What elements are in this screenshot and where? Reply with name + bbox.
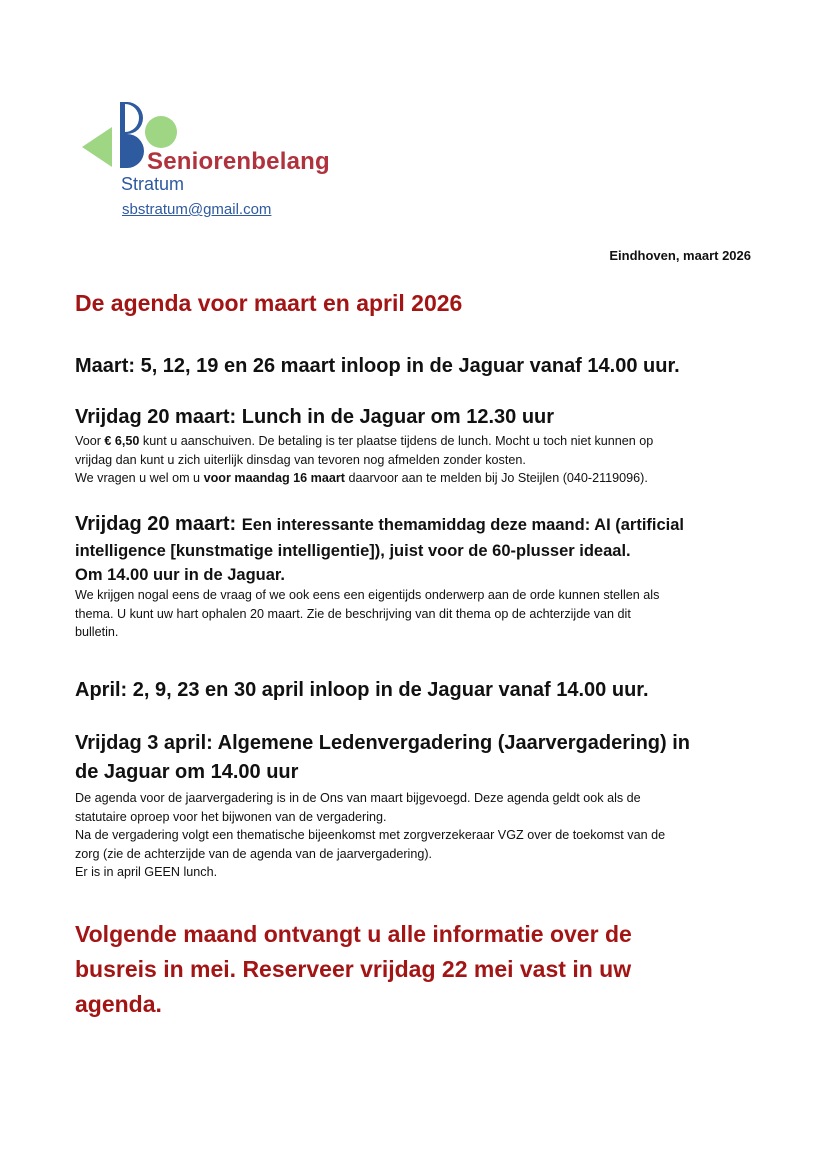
- brand-email-link[interactable]: sbstratum@gmail.com: [122, 201, 272, 218]
- brand-name: Seniorenbelang: [147, 148, 330, 175]
- meeting-line-5: Er is in april GEEN lunch.: [75, 865, 218, 879]
- lunch-price: € 6,50: [104, 434, 140, 448]
- meeting-line-2: statutaire oproep voor het bijwonen van de vergadering.: [75, 809, 387, 824]
- lunch-line-3: We vragen u wel om u voor maandag 16 maart daarvoor aan te melden bij Jo Steijlen (040-2119096).: [75, 471, 648, 485]
- closing-line-3: agenda.: [75, 991, 162, 1017]
- meeting-heading: Vrijdag 3 april: Algemene Ledenvergadering (Jaarvergadering) in: [75, 732, 690, 754]
- meeting-line-4: zorg (zie de achterzijde van de agenda van de jaarvergadering).: [75, 846, 433, 861]
- theme-heading-line-3: Om 14.00 uur in de Jaguar.: [75, 566, 285, 584]
- closing-announcement: [75, 917, 755, 1022]
- meeting-line-1: De agenda voor de jaarvergadering is in de Ons van maart bijgevoegd. Deze agenda geldt ook als de: [75, 791, 641, 805]
- page-title: De agenda voor maart en april 2026: [75, 290, 463, 316]
- theme-line-3: bulletin.: [75, 625, 119, 639]
- meeting-heading-line-2: de Jaguar om 14.00 uur: [75, 761, 299, 783]
- april-walkin-heading: April: 2, 9, 23 en 30 april inloop in de Jaguar vanaf 14.00 uur.: [75, 679, 649, 701]
- theme-line-2: thema. U kunt uw hart ophalen 20 maart. Zie de beschrijving van dit thema op de achterzijde van dit: [75, 606, 631, 621]
- lunch-heading: Vrijdag 20 maart: Lunch in de Jaguar om 12.30 uur: [75, 406, 555, 428]
- closing-line-1: Volgende maand ontvangt u alle informatie over de: [75, 921, 632, 947]
- theme-body: [75, 586, 755, 642]
- dateline: Eindhoven, maart 2026: [609, 248, 751, 263]
- theme-heading-line-2: intelligence [kunstmatige intelligentie]), juist voor de 60-plusser ideaal.: [75, 542, 631, 560]
- theme-line-1: We krijgen nogal eens de vraag of we ook eens een eigentijds onderwerp aan de orde kunnen stellen als: [75, 588, 660, 602]
- theme-heading: Vrijdag 20 maart: Een interessante themamiddag deze maand: AI (artificial: [75, 513, 685, 535]
- logo: [80, 100, 340, 230]
- lunch-body: [75, 432, 755, 488]
- brand-subname: Stratum: [121, 174, 185, 194]
- march-walkin-heading: Maart: 5, 12, 19 en 26 maart inloop in de Jaguar vanaf 14.00 uur.: [75, 355, 680, 377]
- lunch-line-2: vrijdag dan kunt u zich uiterlijk dinsdag van tevoren nog afmelden zonder kosten.: [75, 452, 526, 467]
- meeting-line-3: Na de vergadering volgt een thematische bijeenkomst met zorgverzekeraar VGZ over de toekomst van de: [75, 828, 666, 842]
- closing-line-2: busreis in mei. Reserveer vrijdag 22 mei vast in uw: [75, 956, 632, 982]
- lunch-deadline: voor maandag 16 maart: [203, 471, 345, 485]
- meeting-body: [75, 789, 755, 882]
- lunch-line-1: Voor € 6,50 kunt u aanschuiven. De betaling is ter plaatse tijdens de lunch. Mocht u toch niet kunnen op: [75, 434, 654, 448]
